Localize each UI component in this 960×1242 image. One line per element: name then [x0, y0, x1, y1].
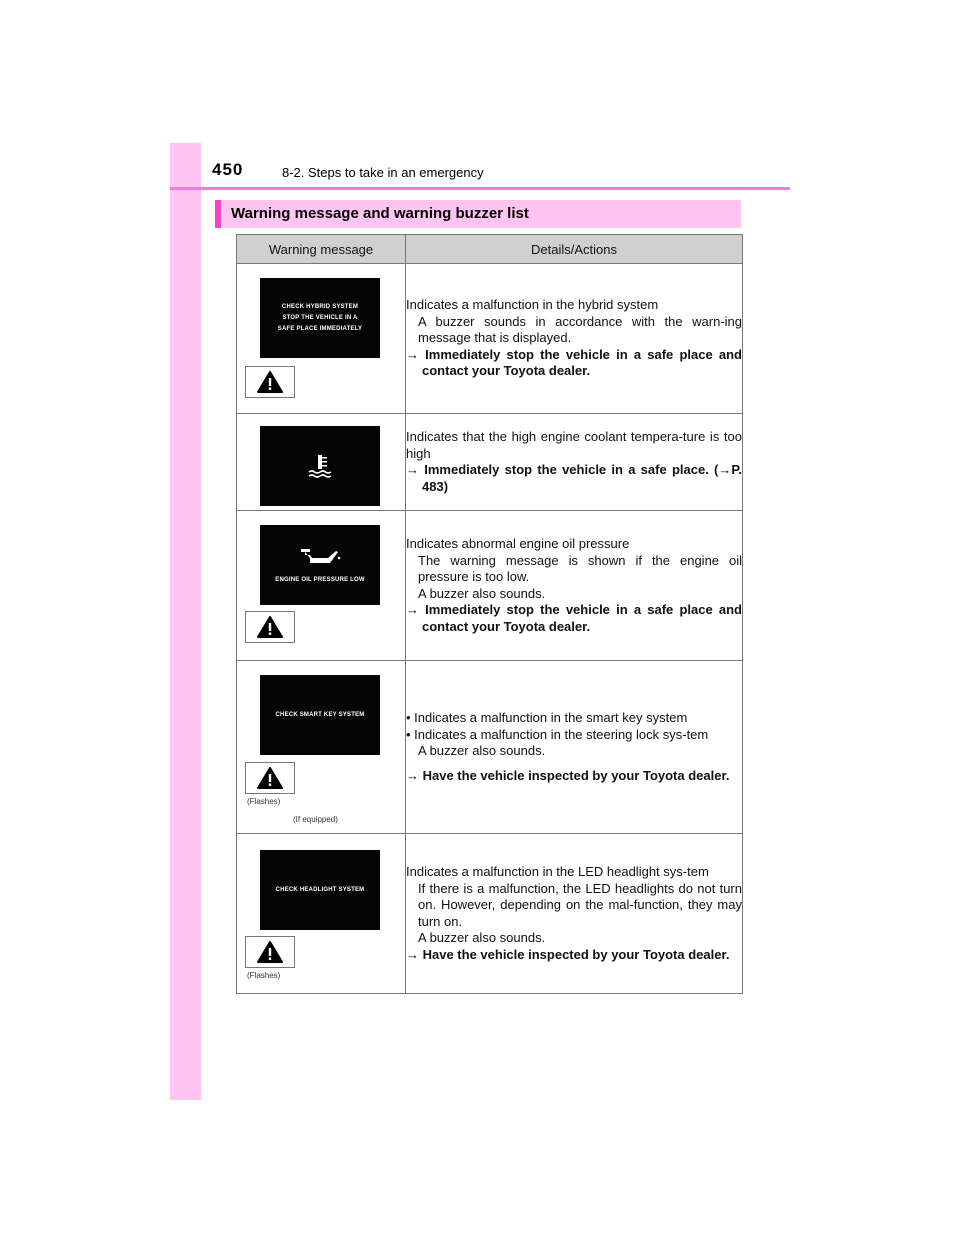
master-warning-icon [245, 366, 295, 398]
description: Indicates abnormal engine oil pressure [406, 536, 630, 551]
table-row [237, 414, 743, 511]
note: A buzzer sounds in accordance with the warn-ing message that is displayed. [418, 313, 742, 346]
section-accent [215, 200, 221, 228]
flashes-label: (Flashes) [247, 797, 281, 806]
message-cell [237, 511, 406, 661]
action: → Immediately stop the vehicle in a safe place and contact your Toyota dealer. [406, 602, 742, 634]
master-warning-icon [245, 611, 295, 643]
message-cell [237, 264, 406, 414]
page-number: 450 [212, 160, 244, 179]
table-row [237, 511, 743, 661]
description: Indicates a malfunction in the LED headlight sys-tem [406, 864, 709, 879]
column-header-message: Warning message [237, 235, 406, 264]
description: Indicates a malfunction in the hybrid system [406, 297, 659, 313]
table-row [237, 661, 743, 834]
screen-line: SAFE PLACE IMMEDIATELY [277, 325, 363, 332]
screen-line: STOP THE VEHICLE IN A [282, 314, 358, 321]
screen-line: CHECK HYBRID SYSTEM [281, 303, 359, 310]
coolant-temperature-icon [306, 452, 334, 480]
action: → Have the vehicle inspected by your Toyota dealer. [406, 946, 730, 962]
message-cell [237, 834, 406, 994]
table-row [237, 264, 743, 414]
flashes-label: (Flashes) [247, 971, 281, 980]
note: A buzzer also sounds. [418, 743, 546, 758]
screen-line: CHECK SMART KEY SYSTEM [275, 711, 365, 718]
display-screen [260, 426, 380, 506]
spacer [406, 760, 742, 768]
details-cell [406, 661, 743, 834]
note: A buzzer also sounds. [418, 930, 546, 945]
details-cell [406, 511, 743, 661]
chapter-title: 8-2. Steps to take in an emergency [282, 165, 484, 180]
message-cell [237, 414, 406, 511]
oil-can-icon [298, 545, 342, 567]
if-equipped-label: (If equipped) [293, 815, 338, 824]
display-screen [260, 525, 380, 605]
bullet-item: • Indicates a malfunction in the smart key system [406, 710, 688, 725]
bullet-item: • Indicates a malfunction in the steering lock sys-tem [406, 726, 709, 742]
display-screen [260, 850, 380, 930]
action: → Immediately stop the vehicle in a safe place. (→P. 483) [406, 462, 742, 494]
display-screen [260, 675, 380, 755]
details-cell [406, 414, 743, 511]
action: → Immediately stop the vehicle in a safe place and contact your Toyota dealer. [406, 346, 742, 379]
section-title: Warning message and warning buzzer list [231, 205, 529, 222]
display-screen [260, 278, 380, 358]
warning-table [236, 234, 743, 994]
table-row [237, 834, 743, 994]
note: A buzzer also sounds. [418, 585, 546, 601]
side-color-band [170, 143, 201, 1100]
column-header-details: Details/Actions [406, 235, 743, 264]
note: If there is a malfunction, the LED headlights do not turn on. However, depending on the mal-function, they may turn on. [418, 880, 742, 929]
screen-line: CHECK HEADLIGHT SYSTEM [275, 886, 365, 893]
message-cell [237, 661, 406, 834]
description: Indicates that the high engine coolant tempera-ture is too high [406, 429, 742, 461]
master-warning-icon [245, 936, 295, 968]
action: → Have the vehicle inspected by your Toyota dealer. [406, 767, 730, 783]
details-cell [406, 834, 743, 994]
section-heading-bar [215, 200, 741, 228]
note: The warning message is shown if the engine oil pressure is too low. [418, 552, 742, 584]
header-rule [170, 187, 790, 190]
screen-line: ENGINE OIL PRESSURE LOW [275, 576, 365, 583]
master-warning-icon [245, 762, 295, 794]
details-cell [406, 264, 743, 414]
